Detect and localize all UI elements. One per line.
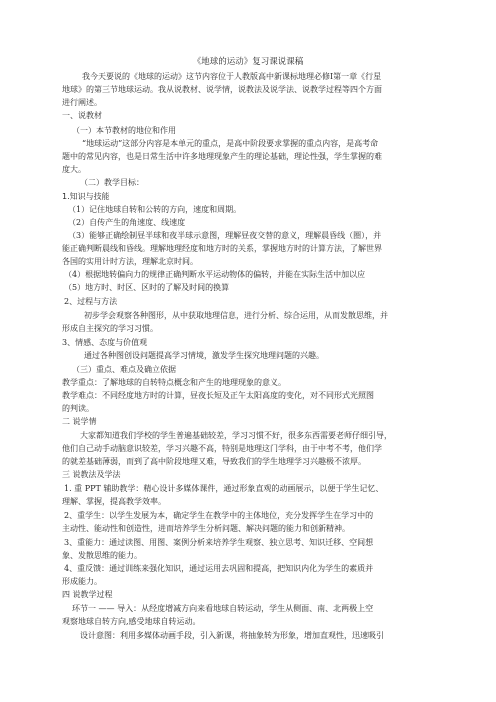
paragraph-line: 他们自己动手动脑意识较差，学习兴趣不高，特别是地理这门学科，由于中考不考，他们学 xyxy=(62,444,382,453)
paragraph-line: 大家都知道我们学校的学生普遍基础较差，学习习惯不好，很多东西需要老师仔细引导， xyxy=(80,431,392,440)
paragraph-line: 题中的常见内容，也是日常生活中许多地理现象产生的理论基础，理论性强，学生掌握的难 xyxy=(62,152,382,161)
paragraph-line: 教学重点：了解地球的自转特点概念和产生的地理现象的意义。 xyxy=(62,378,286,387)
subsection-heading: （三）重点、难点及确立依据 xyxy=(72,365,176,374)
paragraph-line: 主动性、能动性和创造性，进而培养学生分析问题、解决问题的能力和创新精神。 xyxy=(62,524,350,533)
paragraph-line: 的判读。 xyxy=(62,404,94,413)
list-item: （3）能够正确绘制昼半球和夜半球示意图，理解昼夜交替的意义，理解晨昏线（圈），并 xyxy=(68,231,382,240)
paragraph-line: 的就差基础薄弱，而到了高中阶段地理又难，导致我们的学生地理学习兴趣极不浓厚。 xyxy=(62,457,366,466)
list-item: （2）自传产生的角速度、线速度 xyxy=(68,218,186,227)
paragraph-line: 我今天要说的《地球的运动》这节内容位于人教版高中新课标地理必修Ⅰ第一章《行星 xyxy=(82,72,382,81)
paragraph-line: 观察地球自转方向,感受地球自转运动。 xyxy=(62,617,201,626)
list-item: 3、重能力：通过读图、用图、案例分析来培养学生观察、独立思考、知识迁移、空间想 xyxy=(64,538,374,547)
list-item: （5）地方时、时区、区时的了解及时间的换算 xyxy=(64,283,230,292)
section-heading: 二 说学情 xyxy=(62,417,97,426)
list-heading: 1.知识与技能 xyxy=(62,192,110,201)
paragraph-line: 各国的实用计时方法，理解北京时间。 xyxy=(62,257,198,266)
list-item: （4）根据地转偏向力的规律正确判断水平运动物体的偏转，并能在实际生活中加以应 xyxy=(64,270,366,279)
paragraph-line: 形成能力。 xyxy=(62,577,102,586)
list-heading: 2、过程与方法 xyxy=(64,297,118,306)
document-title: 《地球的运动》复习课说课稿 xyxy=(192,57,304,67)
subsection-heading: （二）教学目标： xyxy=(80,178,144,187)
list-item: （1）记住地球自转和公转的方向，速度和周期。 xyxy=(68,205,242,214)
paragraph-line: 环节一 —— 导入：从经度增减方向来看地球自转运动，学生从侧面、南、北两极上空 xyxy=(72,604,374,613)
paragraph-line: 度大。 xyxy=(62,165,86,174)
paragraph-line: 能正确判断晨线和昏线。理解地理经度和地方时的关系，掌握地方时的计算方法，了解世界 xyxy=(62,244,382,253)
paragraph-line: 理解、掌握，提高教学效率。 xyxy=(62,497,166,506)
list-item: 1. 重 PPT 辅助教学：精心设计多媒体课件，通过形象直观的动画展示，以便于学生记忆、 xyxy=(64,484,384,493)
paragraph-line: 初步学会观察各种图形，从中获取地理信息，进行分析、综合运用，从而发散思维，并 xyxy=(84,311,388,320)
list-item: 4、重反馈：通过训练来强化知识，通过运用去巩固和提高，把知识内化为学生的素质并 xyxy=(64,564,374,573)
subsection-heading: （一）本节教材的地位和作用 xyxy=(72,126,176,135)
paragraph-line: 形成自主探究的学习习惯。 xyxy=(62,324,158,333)
paragraph-line: 教学难点：不同经度地方时的计算，昼夜长短及正午太阳高度的变化，对不同形式光照图 xyxy=(62,391,374,400)
paragraph-line: 进行阐述。 xyxy=(62,98,102,107)
section-heading: 一、说教材 xyxy=(62,111,102,120)
paragraph-line: 地球》的第三节地球运动。我从说教材、说学情，说教法及说学法、说教学过程等四个方面 xyxy=(62,85,382,94)
paragraph-line: 通过各种图创设问题提高学习情境，激发学生探究地理问题的兴趣。 xyxy=(84,351,324,360)
list-item: 2、重学生：以学生发展为本，确定学生在教学中的主体地位，充分发挥学生在学习中的 xyxy=(64,511,374,520)
list-heading: 3、情感、态度与价值观 xyxy=(62,338,148,347)
paragraph-line: 设计意图：利用多媒体动画手段，引入新课，将抽象转为形象，增加直观性，迅速吸引 xyxy=(80,631,384,640)
section-heading: 三 说教法及学法 xyxy=(62,470,121,479)
section-heading: 四 说教学过程 xyxy=(62,590,113,599)
paragraph-line: “地球运动”这部分内容是本单元的重点，是高中阶段要求掌握的重点内容，是高考命 xyxy=(82,139,379,148)
paragraph-line: 象、发散思维的能力。 xyxy=(62,551,142,560)
